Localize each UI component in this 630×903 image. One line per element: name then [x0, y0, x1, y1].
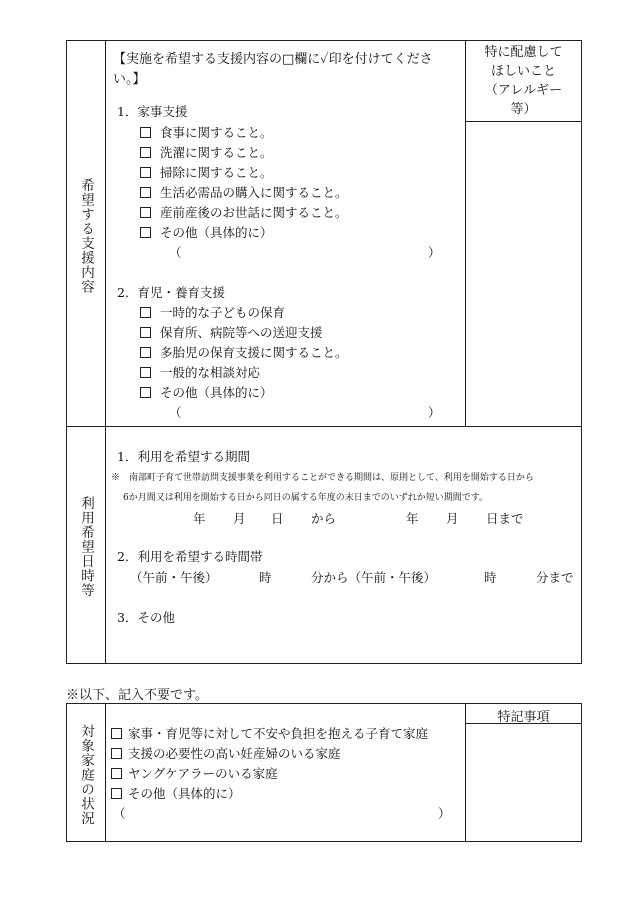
- paren-close: ）: [428, 405, 441, 420]
- date-year-2: 年: [406, 511, 419, 526]
- time-until: 分まで: [536, 570, 574, 585]
- period-note-2: 6か月間又は利用を開始する日から同日の属する年度の末日までのいずれか短い期間です。: [123, 493, 489, 503]
- paren-open: （: [169, 245, 182, 260]
- period-title: 1．利用を希望する期間: [117, 449, 250, 464]
- family-status-label: 対象家庭の状況: [78, 724, 94, 826]
- date-year-1: 年: [193, 511, 206, 526]
- label-column-border: [105, 40, 106, 664]
- housework-item[interactable]: 産前産後のお世話に関すること。: [140, 203, 348, 221]
- childcare-item[interactable]: 多胎児の保育支援に関すること。: [140, 343, 348, 361]
- support-content-label: 希望する支援内容: [78, 178, 94, 294]
- childcare-item[interactable]: その他（具体的に）: [140, 383, 273, 401]
- housework-item[interactable]: その他（具体的に）: [140, 223, 273, 241]
- housework-title: 1．家事支援: [117, 104, 188, 119]
- table1-right-border: [581, 40, 582, 664]
- paren-close: ）: [428, 245, 441, 260]
- checkbox[interactable]: [140, 167, 151, 178]
- special-notes-header: 特記事項: [497, 710, 550, 725]
- checkbox[interactable]: [140, 367, 151, 378]
- table2-right-border: [581, 703, 582, 842]
- checkbox[interactable]: [140, 187, 151, 198]
- table2-top-border: [66, 703, 582, 704]
- side-header-border: [465, 121, 582, 122]
- family-status-item[interactable]: 支援の必要性の高い妊産婦のいる家庭: [111, 744, 341, 762]
- table2-label-border: [105, 703, 106, 842]
- time-ampm-1: （午前・午後）: [130, 570, 218, 585]
- checkbox[interactable]: [140, 127, 151, 138]
- checkbox[interactable]: [140, 227, 151, 238]
- not-required-note: ※以下、記入不要です。: [66, 688, 208, 703]
- checkbox[interactable]: [111, 748, 122, 759]
- checkbox[interactable]: [140, 347, 151, 358]
- special-consideration-header: 特に配慮して ほしいこと （アレルギー 等）: [484, 45, 563, 117]
- table1-top-border: [66, 40, 582, 41]
- housework-item[interactable]: 洗濯に関すること。: [140, 143, 273, 161]
- instruction-line-1: 【実施を希望する支援内容の□欄に✓印を付けてくださ: [113, 52, 433, 67]
- table1-bottom-border: [66, 663, 582, 664]
- paren-open: （: [113, 806, 126, 821]
- housework-item[interactable]: 掃除に関すること。: [140, 163, 273, 181]
- date-until: 日まで: [486, 511, 524, 526]
- housework-item[interactable]: 食事に関すること。: [140, 123, 273, 141]
- family-status-item[interactable]: その他（具体的に）: [111, 784, 241, 802]
- childcare-item[interactable]: 保育所、病院等への送迎支援: [140, 323, 323, 341]
- table1-mid-border: [66, 426, 582, 427]
- checkbox[interactable]: [111, 788, 122, 799]
- family-status-item[interactable]: ヤングケアラーのいる家庭: [111, 764, 278, 782]
- childcare-item[interactable]: 一般的な相談対応: [140, 363, 260, 381]
- date-month-2: 月: [446, 511, 459, 526]
- time-from: 分から（午前・午後）: [311, 570, 437, 585]
- date-month-1: 月: [233, 511, 246, 526]
- checkbox[interactable]: [140, 307, 151, 318]
- family-status-item[interactable]: 家事・育児等に対して不安や負担を抱える子育て家庭: [111, 724, 428, 742]
- table1-left-border: [66, 40, 67, 664]
- table2-bottom-border: [66, 841, 582, 842]
- period-note-1: ※ 南部町子育て世帯訪問支援事業を利用することができる期間は、原則として、利用を開始する日から: [111, 473, 534, 483]
- time-hour-1: 時: [259, 570, 272, 585]
- paren-open: （: [169, 405, 182, 420]
- checkbox[interactable]: [140, 147, 151, 158]
- housework-item[interactable]: 生活必需品の購入に関すること。: [140, 183, 348, 201]
- time-title: 2．利用を希望する時間帯: [117, 549, 263, 564]
- table2-left-border: [66, 703, 67, 842]
- other-title: 3．その他: [117, 610, 175, 625]
- checkbox[interactable]: [111, 768, 122, 779]
- childcare-title: 2．育児・養育支援: [117, 285, 225, 300]
- instruction-line-2: い。】: [113, 72, 146, 87]
- date-from: から: [311, 511, 337, 526]
- schedule-label: 利用希望日時等: [78, 496, 94, 598]
- childcare-item[interactable]: 一時的な子どもの保育: [140, 303, 285, 321]
- checkbox[interactable]: [140, 387, 151, 398]
- checkbox[interactable]: [140, 327, 151, 338]
- checkbox[interactable]: [111, 728, 122, 739]
- paren-close: ）: [438, 806, 451, 821]
- time-hour-2: 時: [484, 570, 497, 585]
- date-day-1: 日: [271, 511, 284, 526]
- checkbox[interactable]: [140, 207, 151, 218]
